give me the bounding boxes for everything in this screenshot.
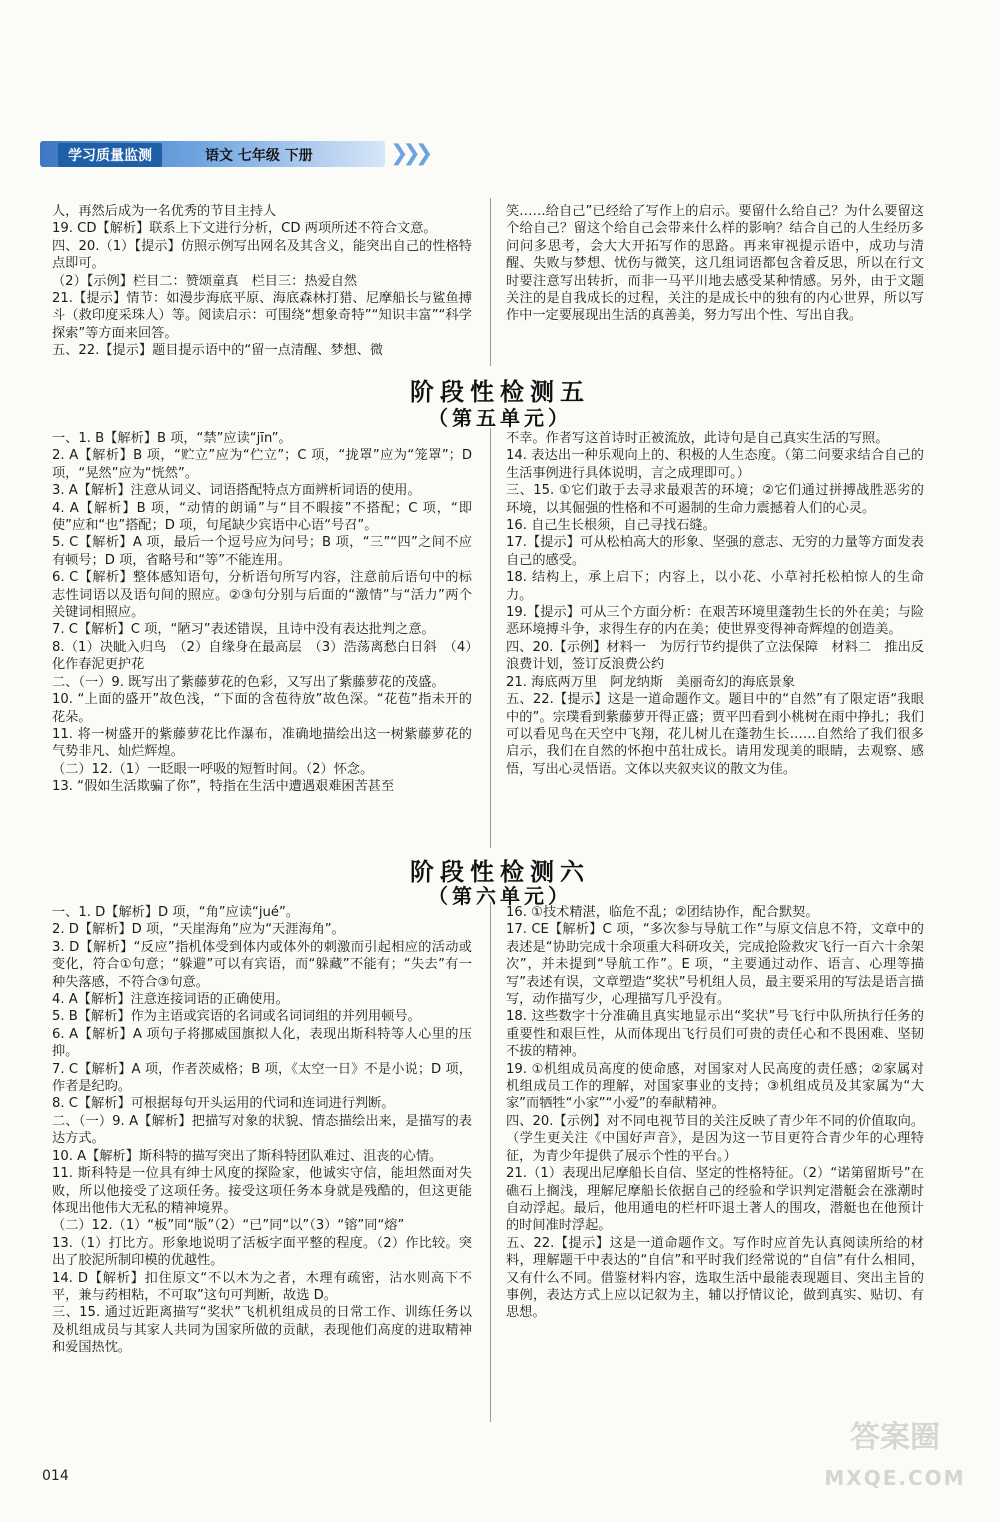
section6-left-column: [52, 904, 472, 1357]
section5-right-column: [506, 430, 924, 778]
answer-item: 8.（1）决眦入归鸟 （2）自缘身在最高层 （3）浩荡离愁白日斜 （4）化作春泥更护花: [52, 639, 472, 673]
answer-item: 14. D【解析】扣住原文“不以木为之者，木理有疏密，沾水则高下不平，兼与药相粘，不可取”这句可判断，故选 D。: [52, 1270, 472, 1303]
answer-item: 人，再然后成为一名优秀的节目主持人: [52, 204, 277, 219]
answer-item: 五、22.【提示】这是一道命题作文。题目中的“自然”有了限定语“我眼中的”。宗璞看到紫藤萝开得正盛；贾平凹看到小桃树在雨中挣扎；我们可以看见鸟在天空中飞翔，花儿树儿在蓬勃生长……自然给了我们很多启示，我们在自然的怀抱中茁壮成长。请用发现美的眼睛，去观察、感悟，写出心灵悟语。文体以夹叙夹议的散文为佳。: [506, 692, 924, 777]
answer-item: 二、（一）9. A【解析】把描写对象的状貌、情态描绘出来，是描写的表达方式。: [52, 1113, 472, 1147]
answer-item: 7. C【解析】C 项，“陋习”表述错误，且诗中没有表达批判之意。: [52, 622, 435, 638]
answer-item: 14. 表达出一种乐观向上的、积极的人生态度。（第二问要求结合自己的生活事例进行具体说明，言之成理即可。）: [506, 448, 924, 481]
section-title: 阶段性检测六: [410, 858, 590, 886]
answer-item: 5. C【解析】A 项，最后一个逗号应为问号；B 项，“三”“四”之间不应有顿号；D 项，省略号和“等”不能连用。: [52, 535, 472, 568]
answer-item: （二）12.（1）“板”同“版”（2）“已”同“以”（3）“镕”同“熔”: [52, 1218, 405, 1234]
answer-item: 13. “假如生活欺骗了你”，特指在生活中遭遇艰难困苦甚至: [52, 779, 395, 795]
answer-item: 五、22.【提示】题目提示语中的“留一点清醒、梦想、微: [52, 343, 384, 359]
answer-item: 16. 自己生长根须，自己寻找石缝。: [506, 518, 716, 534]
answer-item: （2）【示例】栏目二：赞颂童真 栏目三：热爱自然: [52, 273, 358, 289]
top-right-column: [506, 203, 924, 325]
answer-item: 不幸。作者写这首诗时正被流放，此诗句是自己真实生活的写照。: [506, 431, 889, 446]
answer-item: 19.【提示】可从三个方面分析：在艰苦环境里蓬勃生长的外在美；与险恶环境搏斗争，求得生存的内在美；使世界变得神奇辉煌的创造美。: [506, 605, 924, 638]
answer-item: 3. A【解析】注意从词义、词语搭配特点方面辨析词语的使用。: [52, 483, 421, 499]
answer-item: 7. C【解析】A 项，作者茨威格；B 项，《太空一日》不是小说；D 项，作者是纪昀。: [52, 1061, 472, 1095]
answer-item: 6. C【解析】整体感知语句，分析语句所写内容，注意前后语句中的标志性词语以及语句间的照应。②③句分别与后面的“激情”与“活力”两个关键词相照应。: [52, 570, 472, 621]
header-subject: 语文 七年级 下册: [205, 148, 313, 164]
watermark-logo: [820, 1418, 970, 1508]
column-divider: [490, 428, 491, 848]
answer-item: 16. ①技术精湛，临危不乱；②团结协作，配合默契。: [506, 905, 819, 920]
page-number: 014: [42, 1468, 69, 1484]
answer-item: 17.【提示】可从松柏高大的形象、坚强的意志、无穷的力量等方面发表自己的感受。: [506, 535, 924, 568]
answer-item: 一、1. D【解析】D 项，“角”应读“jué”。: [52, 905, 299, 920]
answer-item: 19. ①机组成员高度的使命感，对国家对人民高度的责任感；②家属对机组成员工作的理解，对国家事业的支持；③机组成员及其家属为“大家”而牺牲“小家”“小爱”的奉献精神。: [506, 1061, 924, 1112]
answer-item: 19. CD【解析】联系上下文进行分析，CD 两项所述不符合文意。: [52, 221, 437, 237]
answer-item: 21. 海底两万里 阿龙纳斯 美丽奇幻的海底景象: [506, 674, 795, 690]
section-subtitle: （第五单元）: [428, 406, 572, 430]
section5-left-column: [52, 430, 472, 796]
section6-right-column: [506, 904, 924, 1322]
answer-item: 10. “上面的盛开”故色浅，“下面的含苞待放”故色深。“花苞”指未开的花朵。: [52, 692, 472, 725]
answer-item: 10. A【解析】斯科特的描写突出了斯科特团队难过、沮丧的心情。: [52, 1148, 443, 1164]
section-title: 阶段性检测五: [410, 378, 590, 406]
answer-item: 一、1. B【解析】B 项，“禁”应读“jīn”。: [52, 431, 292, 446]
top-left-column: [52, 203, 472, 360]
answer-item: 11. 斯科特是一位具有绅士风度的探险家，他诚实守信，能坦然面对失败，所以他接受了这项任务。接受这项任务本身就是残酷的，但这更能体现出他伟大无私的精神境界。: [52, 1166, 472, 1216]
answer-item: 四、20.【示例】对不同电视节目的关注反映了青少年不同的价值取向。（学生更关注《中国好声音》，是因为这一节目更符合青少年的心理特征，为青少年提供了展示个性的平台。）: [506, 1113, 924, 1164]
answer-item: 6. A【解析】A 项句子将挪威国旗拟人化，表现出斯科特等人心里的压抑。: [52, 1026, 472, 1060]
answer-item: 8. C【解析】可根据每句开头运用的代词和连词进行判断。: [52, 1096, 395, 1112]
answer-item: 4. A【解析】B 项，“动情的朗诵”与“目不暇接”不搭配；C 项，“即使”应和“也”搭配；D 项，句尾缺少宾语中心语“号召”。: [52, 500, 472, 534]
header-brand: 学习质量监测: [58, 143, 162, 167]
answer-item: 21.（1）表现出尼摩船长自信、坚定的性格特征。（2）“诺第留斯号”在礁石上搁浅，理解尼摩船长依据自己的经验和学识判定潜艇会在涨潮时自动浮起。最后，他用通电的栏杆吓退土著人的围攻，潜艇也在他预计的时间准时浮起。: [506, 1166, 924, 1234]
answer-item: 四、20.【示例】材料一 为厉行节约提供了立法保障 材料二 推出反浪费计划，签订反浪费公约: [506, 639, 924, 673]
answer-item: 5. B【解析】作为主语或宾语的名词或名词词组的并列用顿号。: [52, 1009, 421, 1025]
answer-item: 13.（1）打比方。形象地说明了活板字面平整的程度。（2）作比较。突出了胶泥所制印模的优越性。: [52, 1235, 472, 1269]
watermark-url: MXQE.COM: [824, 1466, 966, 1490]
answer-item: 4. A【解析】注意连接词语的正确使用。: [52, 992, 289, 1008]
answer-item: 二、（一）9. 既写出了紫藤萝花的色彩，又写出了紫藤萝花的茂盛。: [52, 674, 445, 690]
answer-item: 2. A【解析】B 项，“贮立”应为“伫立”；C 项，“拢罩”应为“笼罩”；D 项，“晃然”应为“恍然”。: [52, 448, 472, 481]
answer-item: 3. D【解析】“反应”指机体受到体内或体外的刺激而引起相应的活动或变化，符合①句意；“躲避”可以有宾语，而“躲藏”不能有；“失去”有一种失落感，不符合③句意。: [52, 939, 472, 990]
answer-item: 18. 这些数字十分准确且真实地显示出“奖状”号飞行中队所执行任务的重要性和艰巨性，从而体现出飞行员们可贵的责任心和不畏困难、坚韧不拔的精神。: [506, 1009, 924, 1060]
watermark-text: 答案圈: [850, 1420, 940, 1455]
answer-item: 三、15. ①它们敢于去寻求最艰苦的环境；②它们通过拼搏战胜恶劣的环境，以其倔强的性格和不可遏制的生命力震撼着人们的心灵。: [506, 483, 924, 516]
answer-item: 笑……给自己”已经给了写作上的启示。要留什么给自己？为什么要留这个给自己？留这个给自己会带来什么样的影响？结合自己的人生经历多问问多思考，会大大开拓写作的思路。再来审视提示语中，成功与清醒、失败与梦想、忧伤与微笑，这几组词语都包含着反思，所以在行文时要注意写出转折，而非一马平川地去感受某种情感。另外，由于文题关注的是自我成长的过程，关注的是成长中的独有的内心世界，所以写作中一定要展现出生活的真善美，努力写出个性、写出自我。: [506, 204, 924, 324]
answer-item: 五、22.【提示】这是一道命题作文。写作时应首先认真阅读所给的材料，理解题干中表达的“自信”和平时我们经常说的“自信”有什么相同，又有什么不同。借鉴材料内容，选取生活中最能表现题目、突出主旨的事例，表达方式上应以记叙为主，辅以抒情议论，做到真实、贴切、有思想。: [506, 1235, 924, 1321]
section-subtitle: （第六单元）: [428, 884, 572, 908]
column-divider: [490, 198, 491, 366]
answer-item: 11. 将一树盛开的紫藤萝花比作瀑布，准确地描绘出这一树紫藤萝花的气势非凡、灿烂辉煌。: [52, 726, 472, 760]
page-header: [40, 135, 428, 175]
answer-item: 2. D【解析】D 项，“天崖海角”应为“天涯海角”。: [52, 922, 345, 938]
column-divider: [490, 902, 491, 1422]
answer-item: 四、20.（1）【提示】仿照示例写出网名及其含义，能突出自己的性格特点即可。: [52, 238, 472, 272]
answer-item: 21.【提示】情节：如漫步海底平原、海底森林打猎、尼摩船长与鲨鱼搏斗（救印度采珠人）等。阅读启示：可围绕“想象奇特”“知识丰富”“科学探索”等方面来回答。: [52, 291, 472, 341]
answer-item: 18. 结构上，承上启下；内容上，以小花、小草衬托松柏惊人的生命力。: [506, 570, 924, 603]
answer-item: 三、15. 通过近距离描写“奖状”飞机机组成员的日常工作、训练任务以及机组成员与其家人共同为国家所做的贡献，表现他们高度的进取精神和爱国热忱。: [52, 1305, 472, 1356]
answer-item: 17. CE【解析】C 项，“多次参与导航工作”与原文信息不符，文章中的表述是“协助完成十余项重大科研攻关，完成抢险救灾飞行一百六十余架次”，并未提到“导航工作”。E 项，“主要通过动作、语言、心理等描写”表述有误，文章塑造“奖状”号机组人员，最主要采用的写法是语言描写，动作描写少，心理描写几乎没有。: [506, 922, 924, 1008]
chevron-right-icon: ❯❯❯: [390, 141, 428, 166]
answer-item: （二）12.（1）一眨眼一呼吸的短暂时间。（2）怀念。: [52, 761, 374, 777]
